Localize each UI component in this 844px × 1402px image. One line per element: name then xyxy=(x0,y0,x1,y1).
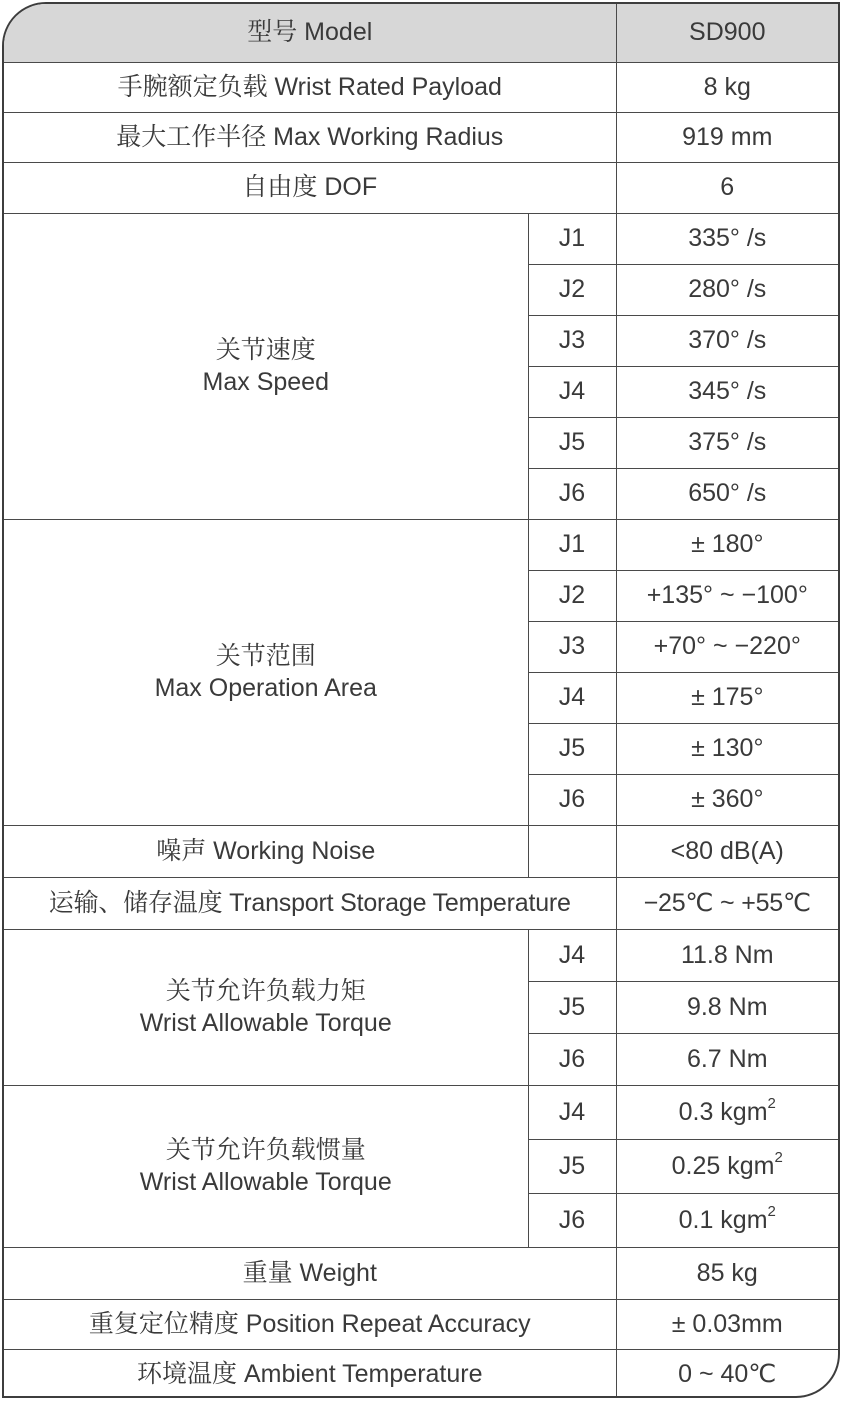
param-value: 85 kg xyxy=(616,1248,838,1300)
joint-label: J2 xyxy=(528,265,616,316)
unit-superscript: 2 xyxy=(767,1202,776,1220)
torque-value: 11.8 Nm xyxy=(616,930,838,982)
param-label: 环境温度 Ambient Temperature xyxy=(4,1350,616,1399)
table-row xyxy=(4,163,838,214)
range-value: ± 180° xyxy=(616,520,838,571)
range-value: ± 360° xyxy=(616,775,838,826)
table-row xyxy=(4,878,838,930)
max-speed-label-en: Max Speed xyxy=(202,367,329,396)
param-value: ± 0.03mm xyxy=(616,1300,838,1350)
param-label: 自由度 DOF xyxy=(4,163,616,214)
table-row xyxy=(4,113,838,163)
joint-label: J6 xyxy=(528,1034,616,1086)
joint-label: J1 xyxy=(528,520,616,571)
joint-label: J6 xyxy=(528,469,616,520)
torque-label xyxy=(4,930,528,1086)
inertia-value-cell xyxy=(616,1140,838,1194)
empty-cell xyxy=(528,826,616,878)
param-label: 重复定位精度 Position Repeat Accuracy xyxy=(4,1300,616,1350)
param-value: 0 ~ 40℃ xyxy=(616,1350,838,1399)
unit-superscript: 2 xyxy=(767,1094,776,1112)
range-value: +70° ~ −220° xyxy=(616,622,838,673)
speed-value: 375° /s xyxy=(616,418,838,469)
param-value: −25℃ ~ +55℃ xyxy=(616,878,838,930)
speed-value: 370° /s xyxy=(616,316,838,367)
param-value: 919 mm xyxy=(616,113,838,163)
table-row xyxy=(4,63,838,113)
table-row xyxy=(4,1086,838,1140)
torque-label-cn: 关节允许负载力矩 xyxy=(165,977,366,1006)
spec-table-frame xyxy=(2,2,840,1398)
inertia-value-cell xyxy=(616,1086,838,1140)
joint-label: J6 xyxy=(528,775,616,826)
table-row xyxy=(4,1248,838,1300)
inertia-value: 0.3 kgm xyxy=(678,1097,768,1126)
speed-value: 345° /s xyxy=(616,367,838,418)
joint-label: J4 xyxy=(528,673,616,724)
param-value: 8 kg xyxy=(616,63,838,113)
joint-label: J5 xyxy=(528,982,616,1034)
range-value: ± 175° xyxy=(616,673,838,724)
header-label: 型号 Model xyxy=(4,4,616,63)
max-area-label xyxy=(4,520,528,826)
table-row xyxy=(4,1350,838,1399)
inertia-label xyxy=(4,1086,528,1248)
range-value: ± 130° xyxy=(616,724,838,775)
param-label: 手腕额定负载 Wrist Rated Payload xyxy=(4,63,616,113)
param-label: 噪声 Working Noise xyxy=(4,826,528,878)
torque-value: 6.7 Nm xyxy=(616,1034,838,1086)
torque-value: 9.8 Nm xyxy=(616,982,838,1034)
max-area-label-en: Max Operation Area xyxy=(154,673,377,702)
param-label: 最大工作半径 Max Working Radius xyxy=(4,113,616,163)
max-area-label-cn: 关节范围 xyxy=(215,642,316,671)
unit-superscript: 2 xyxy=(774,1148,783,1166)
speed-value: 335° /s xyxy=(616,214,838,265)
joint-label: J3 xyxy=(528,622,616,673)
joint-label: J4 xyxy=(528,367,616,418)
table-row xyxy=(4,520,838,571)
speed-value: 280° /s xyxy=(616,265,838,316)
joint-label: J5 xyxy=(528,418,616,469)
param-value: 6 xyxy=(616,163,838,214)
joint-label: J6 xyxy=(528,1194,616,1248)
max-speed-label xyxy=(4,214,528,520)
inertia-label-cn: 关节允许负载惯量 xyxy=(165,1136,366,1165)
header-row xyxy=(4,4,838,63)
spec-table xyxy=(4,4,838,1398)
inertia-label-en: Wrist Allowable Torque xyxy=(139,1167,392,1196)
joint-label: J5 xyxy=(528,724,616,775)
header-value: SD900 xyxy=(616,4,838,63)
table-row xyxy=(4,1300,838,1350)
range-value: +135° ~ −100° xyxy=(616,571,838,622)
joint-label: J1 xyxy=(528,214,616,265)
param-label: 运输、储存温度 Transport Storage Temperature xyxy=(4,878,616,930)
joint-label: J5 xyxy=(528,1140,616,1194)
torque-label-en: Wrist Allowable Torque xyxy=(139,1008,392,1037)
inertia-value: 0.1 kgm xyxy=(678,1205,768,1234)
param-value: <80 dB(A) xyxy=(616,826,838,878)
inertia-value: 0.25 kgm xyxy=(671,1151,775,1180)
table-row xyxy=(4,930,838,982)
joint-label: J4 xyxy=(528,1086,616,1140)
max-speed-label-cn: 关节速度 xyxy=(215,336,316,365)
speed-value: 650° /s xyxy=(616,469,838,520)
inertia-value-cell xyxy=(616,1194,838,1248)
param-label: 重量 Weight xyxy=(4,1248,616,1300)
joint-label: J3 xyxy=(528,316,616,367)
joint-label: J2 xyxy=(528,571,616,622)
table-row xyxy=(4,214,838,265)
table-row xyxy=(4,826,838,878)
joint-label: J4 xyxy=(528,930,616,982)
